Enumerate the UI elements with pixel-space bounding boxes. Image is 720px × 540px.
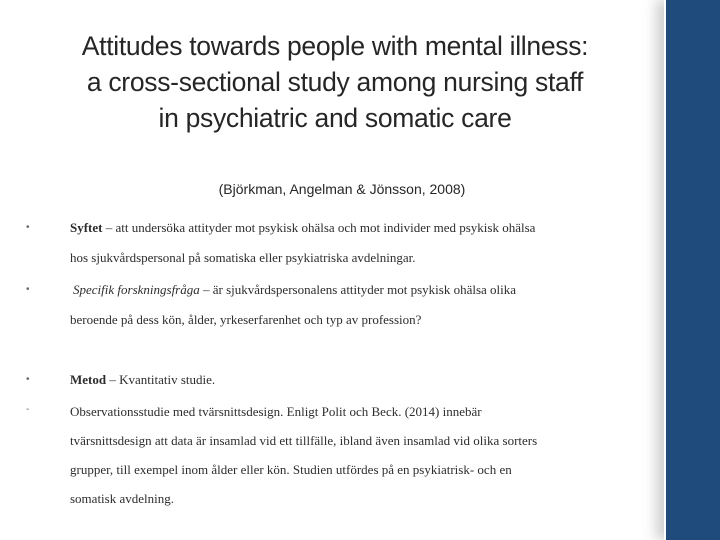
bullet-line-2: hos sjukvårdspersonal på somatiska eller psykiatriska avdelningar. (70, 250, 416, 265)
bullet-text: – att undersöka attityder mot psykisk ohälsa och mot individer med psykisk ohälsa (102, 220, 536, 235)
bullet-line-1 (70, 372, 215, 388)
bullet-text: – Kvantitativ studie. (106, 372, 216, 387)
bullet-label: Metod (70, 372, 107, 387)
paragraph-line-2: tvärsnittsdesign att data är insamlad vid ett tillfälle, ibland även insamlad vid olika sorters (70, 433, 538, 448)
paragraph-line-4: somatisk avdelning. (70, 491, 174, 506)
paragraph-line-3: grupper, till exempel inom ålder eller kön. Studien utfördes på en psykiatrisk- och en (70, 462, 512, 477)
bullet-label: Specifik forskningsfråga (73, 282, 200, 297)
sidebar-accent-bar (664, 0, 720, 540)
bullet-line-1 (73, 282, 516, 298)
slide-title (20, 28, 650, 136)
paragraph-line-1: Observationsstudie med tvärsnittsdesign. Enligt Polit och Beck. (2014) innebär (70, 404, 482, 419)
title-line-2: a cross-sectional study among nursing staff (86, 67, 584, 97)
bullet-text: – är sjukvårdspersonalens attityder mot psykisk ohälsa olika (199, 282, 517, 297)
title-line-1: Attitudes towards people with mental illness: (81, 31, 589, 61)
dash-marker: - (26, 404, 30, 415)
bullet-line-2: beroende på dess kön, ålder, yrkeserfarenhet och typ av profession? (70, 312, 422, 327)
title-line-3: in psychiatric and somatic care (158, 103, 512, 133)
bullet-marker: • (26, 284, 30, 295)
bullet-marker: • (26, 374, 30, 385)
bullet-label: Syftet (70, 220, 103, 235)
bullet-line-1 (70, 220, 535, 236)
bullet-marker: • (26, 222, 30, 233)
authors-citation: (Björkman, Angelman & Jönsson, 2008) (218, 181, 466, 197)
